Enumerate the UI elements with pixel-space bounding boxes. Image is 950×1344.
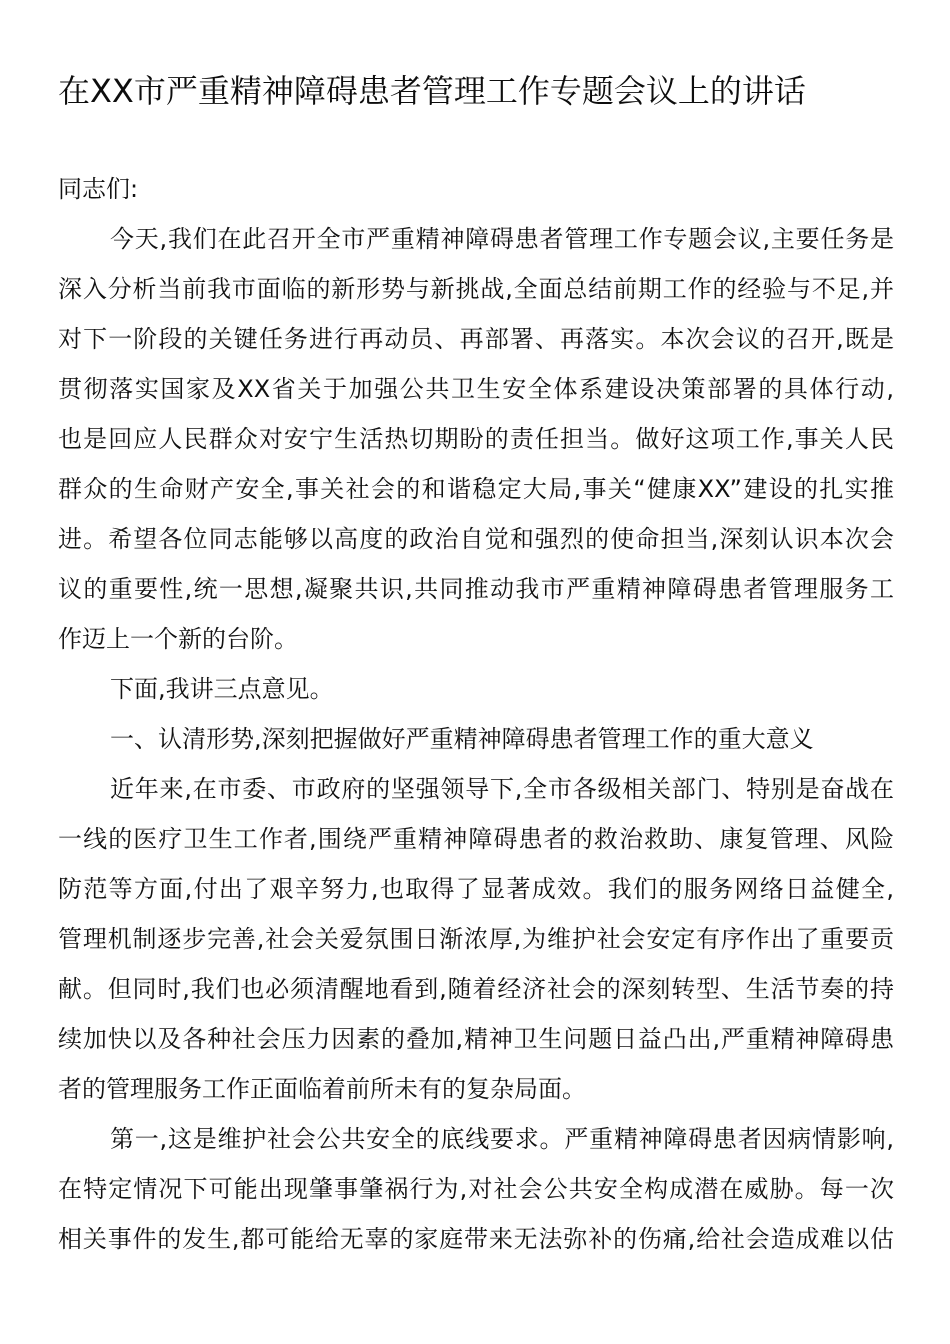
paragraph-line: 深入分析当前我市面临的新形势与新挑战,全面总结前期工作的经验与不足,并 bbox=[58, 275, 894, 303]
paragraph-line: 贯彻落实国家及XX省关于加强公共卫生安全体系建设决策部署的具体行动, bbox=[58, 375, 894, 403]
paragraph-line: 第一,这是维护社会公共安全的底线要求。严重精神障碍患者因病情影响, bbox=[110, 1125, 894, 1153]
salutation: 同志们: bbox=[58, 175, 139, 203]
paragraph-line: 相关事件的发生,都可能给无辜的家庭带来无法弥补的伤痛,给社会造成难以估 bbox=[58, 1225, 894, 1253]
paragraph-line: 对下一阶段的关键任务进行再动员、再部署、再落实。本次会议的召开,既是 bbox=[58, 325, 894, 353]
paragraph-line: 一线的医疗卫生工作者,围绕严重精神障碍患者的救治救助、康复管理、风险 bbox=[58, 825, 894, 853]
paragraph-line: 下面,我讲三点意见。 bbox=[110, 675, 334, 703]
paragraph-line: 群众的生命财产安全,事关社会的和谐稳定大局,事关“健康XX”建设的扎实推 bbox=[58, 475, 894, 503]
paragraph-line: 进。希望各位同志能够以高度的政治自觉和强烈的使命担当,深刻认识本次会 bbox=[58, 525, 894, 553]
section-heading: 一、认清形势,深刻把握做好严重精神障碍患者管理工作的重大意义 bbox=[110, 725, 814, 753]
paragraph-line: 防范等方面,付出了艰辛努力,也取得了显著成效。我们的服务网络日益健全, bbox=[58, 875, 894, 903]
paragraph-line: 近年来,在市委、市政府的坚强领导下,全市各级相关部门、特别是奋战在 bbox=[110, 775, 894, 803]
paragraph-line: 献。但同时,我们也必须清醒地看到,随着经济社会的深刻转型、生活节奏的持 bbox=[58, 975, 894, 1003]
paragraph-line: 议的重要性,统一思想,凝聚共识,共同推动我市严重精神障碍患者管理服务工 bbox=[58, 575, 894, 603]
paragraph-line: 管理机制逐步完善,社会关爱氛围日渐浓厚,为维护社会安定有序作出了重要贡 bbox=[58, 925, 894, 953]
paragraph-line: 今天,我们在此召开全市严重精神障碍患者管理工作专题会议,主要任务是 bbox=[110, 225, 894, 253]
paragraph-line: 作迈上一个新的台阶。 bbox=[58, 625, 298, 653]
paragraph-line: 续加快以及各种社会压力因素的叠加,精神卫生问题日益凸出,严重精神障碍患 bbox=[58, 1025, 894, 1053]
paragraph-line: 也是回应人民群众对安宁生活热切期盼的责任担当。做好这项工作,事关人民 bbox=[58, 425, 894, 453]
paragraph-line: 者的管理服务工作正面临着前所未有的复杂局面。 bbox=[58, 1075, 586, 1103]
document-title: 在XX市严重精神障碍患者管理工作专题会议上的讲话 bbox=[58, 72, 806, 110]
paragraph-line: 在特定情况下可能出现肇事肇祸行为,对社会公共安全构成潜在威胁。每一次 bbox=[58, 1175, 894, 1203]
